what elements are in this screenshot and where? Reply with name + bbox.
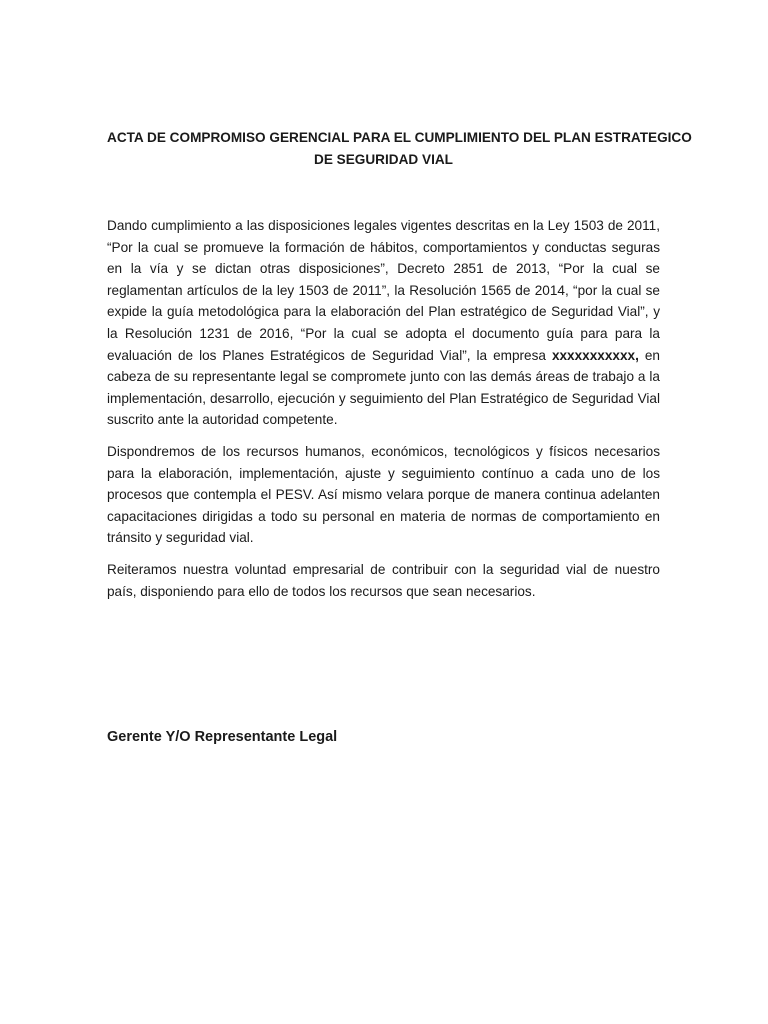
paragraph-3: Reiteramos nuestra voluntad empresarial de contribuir con la seguridad vial de nuestro país, disponiendo para ello de todos los recursos que sean necesarios. — [107, 561, 660, 599]
title-line-2: DE SEGURIDAD VIAL — [314, 152, 453, 167]
paragraph-1 — [107, 215, 660, 431]
company-name-placeholder: xxxxxxxxxxx, — [551, 347, 639, 363]
signature-label: Gerente Y/O Representante Legal — [107, 729, 338, 745]
paragraph-1-text-start: Dando cumplimiento a las disposiciones legales vigentes descritas en la Ley 1503 de 2011, “Por la cual se promueve la formación de hábitos, comportamientos y conductas seguras en la vía y se dictan otras disposiciones”, Decreto 2851 de 2013, “Por la cual se reglamentan artículos de la ley 1503 de 2011”, la Resolución 1565 de 2014, “por la cual se expide la guía metodológica para la elaboración del Plan estratégico de Seguridad Vial”, y la Resolución 1231 de 2016, “Por la cual se adopta el documento guía para para la evaluación de los Planes Estratégicos de Seguridad Vial”, la empresa — [107, 218, 660, 363]
document-body — [107, 215, 660, 612]
document-title — [107, 127, 692, 171]
paragraph-2: Dispondremos de los recursos humanos, económicos, tecnológicos y físicos necesarios para la elaboración, implementación, ajuste y seguimiento contínuo a cada uno de los procesos que contempla el PESV. Así mismo velara porque de manera continua adelanten capacitaciones dirigidas a todo su personal en materia de normas de comportamiento en tránsito y seguridad vial. — [107, 443, 660, 546]
title-line-1: ACTA DE COMPROMISO GERENCIAL PARA EL CUMPLIMIENTO DEL PLAN ESTRATEGICO — [107, 130, 692, 145]
paragraph-1-text-end: en cabeza de su representante legal se compromete junto con las demás áreas de trabajo a la implementación, desarrollo, ejecución y seguimiento del Plan Estratégico de Seguridad Vial suscrito ante la autoridad competente. — [107, 347, 660, 428]
